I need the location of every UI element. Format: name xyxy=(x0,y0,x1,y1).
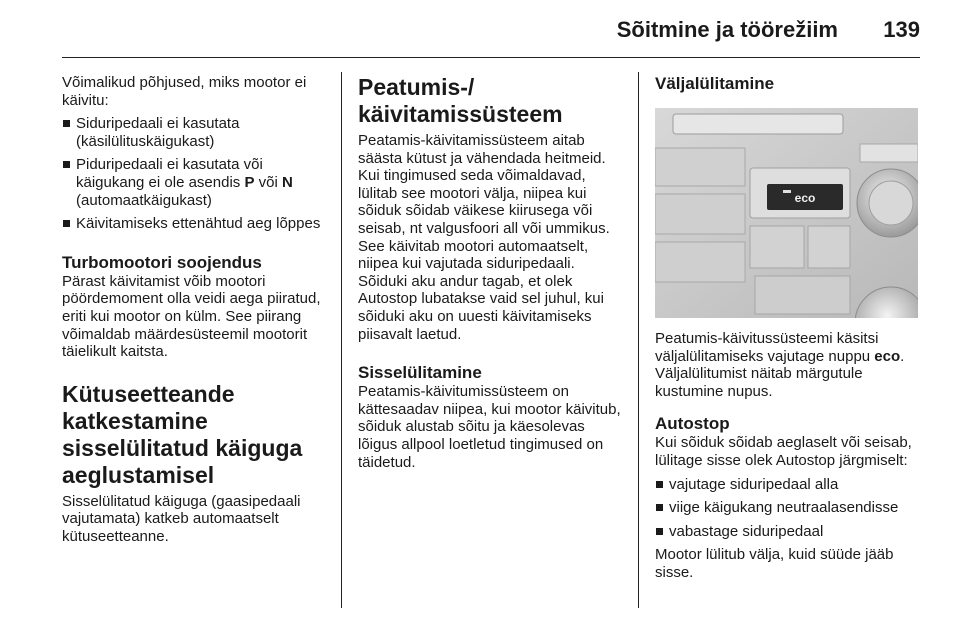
autostop-heading: Autostop xyxy=(655,414,730,434)
page-number: 139 xyxy=(883,17,920,42)
eco-label: eco xyxy=(874,347,901,365)
autostop-final-text: Mootor lülitub välja, kuid süüde jääb sisse. xyxy=(655,546,894,581)
column-3 xyxy=(655,74,925,582)
turbo-text: Pärast käivitamist võib mootori pöördemoment olla veidi aega piiratud, eriti kui mootor on külm. See piirang võimaldab määrdesüsteemil mootorit täielikult kaitsta. xyxy=(62,272,321,361)
causes-intro: Võimalikud põhjused, miks mootor ei käivitu: xyxy=(62,74,307,109)
autostop-steps xyxy=(655,476,925,541)
list-item: Siduripedaali ei kasutata (käsilülituskäigukast) xyxy=(62,115,332,150)
column-divider-2 xyxy=(638,72,639,608)
page-header xyxy=(62,0,920,57)
column-1 xyxy=(62,74,332,546)
header-title: Sõitmine ja töörežiim xyxy=(616,17,838,42)
column-2 xyxy=(358,74,628,471)
autostop-text: Kui sõiduk sõidab aeglaselt või seisab, lülitage sisse olek Autostop järgmiselt: xyxy=(655,434,912,469)
fuel-cutoff-heading: Kütuseetteande katkestamine sisselülitatud käiguga aeglustamisel xyxy=(62,380,303,488)
eco-button-illustration xyxy=(655,108,918,318)
list-item: vabastage siduripedaal xyxy=(655,523,925,541)
deactivation-text: Peatumis-käivitussüsteemi käsitsi väljalülitamiseks vajutage nuppu eco. Väljalülitumist näitab märgutule kustumine nupus. xyxy=(655,330,905,400)
eco-button-label: eco xyxy=(794,191,816,205)
list-item: Piduripedaali ei kasutata või käigukang ei ole asendis P või N (automaatkäigukast) xyxy=(62,156,332,209)
activation-heading: Sisselülitamine xyxy=(358,363,482,383)
stop-start-text: Peatamis-käivitamissüsteem aitab säästa kütust ja vähendada heitmeid. Kui tingimused seda võimaldavad, lülitab see mootori välja, niipea kui sõiduk sõidab väikese kiirusega või seisab, nt valgusfoori all või ummikus. See käivitab mootori automaatselt, niipea kui vajutada siduripedaali. Sõiduki aku andur tagab, et olek Autostop lubatakse vaid sel juhul, kui sõiduki aku on uuesti käivitamiseks piisavalt laetud. xyxy=(358,132,610,343)
list-item: vajutage siduripedaal alla xyxy=(655,476,925,494)
causes-list xyxy=(62,115,332,233)
fuel-cutoff-text: Sisselülitatud käiguga (gaasipedaali vajutamata) katkeb automaatselt kütuseetteanne. xyxy=(62,492,301,545)
header-rule xyxy=(62,57,920,58)
column-divider-1 xyxy=(341,72,342,608)
deactivation-heading: Väljalülitamine xyxy=(655,74,775,93)
activation-text: Peatamis-käivitumissüsteem on kättesaadav niipea, kui mootor käivitub, sõiduk alustab sõitu ja käesolevas lõigus allpool loetletud tingimused on täidetud. xyxy=(358,383,621,471)
turbo-heading: Turbomootori soojendus xyxy=(62,252,262,272)
list-item: Käivitamiseks ettenähtud aeg lõppes xyxy=(62,215,332,233)
stop-start-heading: Peatumis-/ käivitamissüsteem xyxy=(358,74,563,127)
list-item: viige käigukang neutraalasendisse xyxy=(655,499,925,517)
